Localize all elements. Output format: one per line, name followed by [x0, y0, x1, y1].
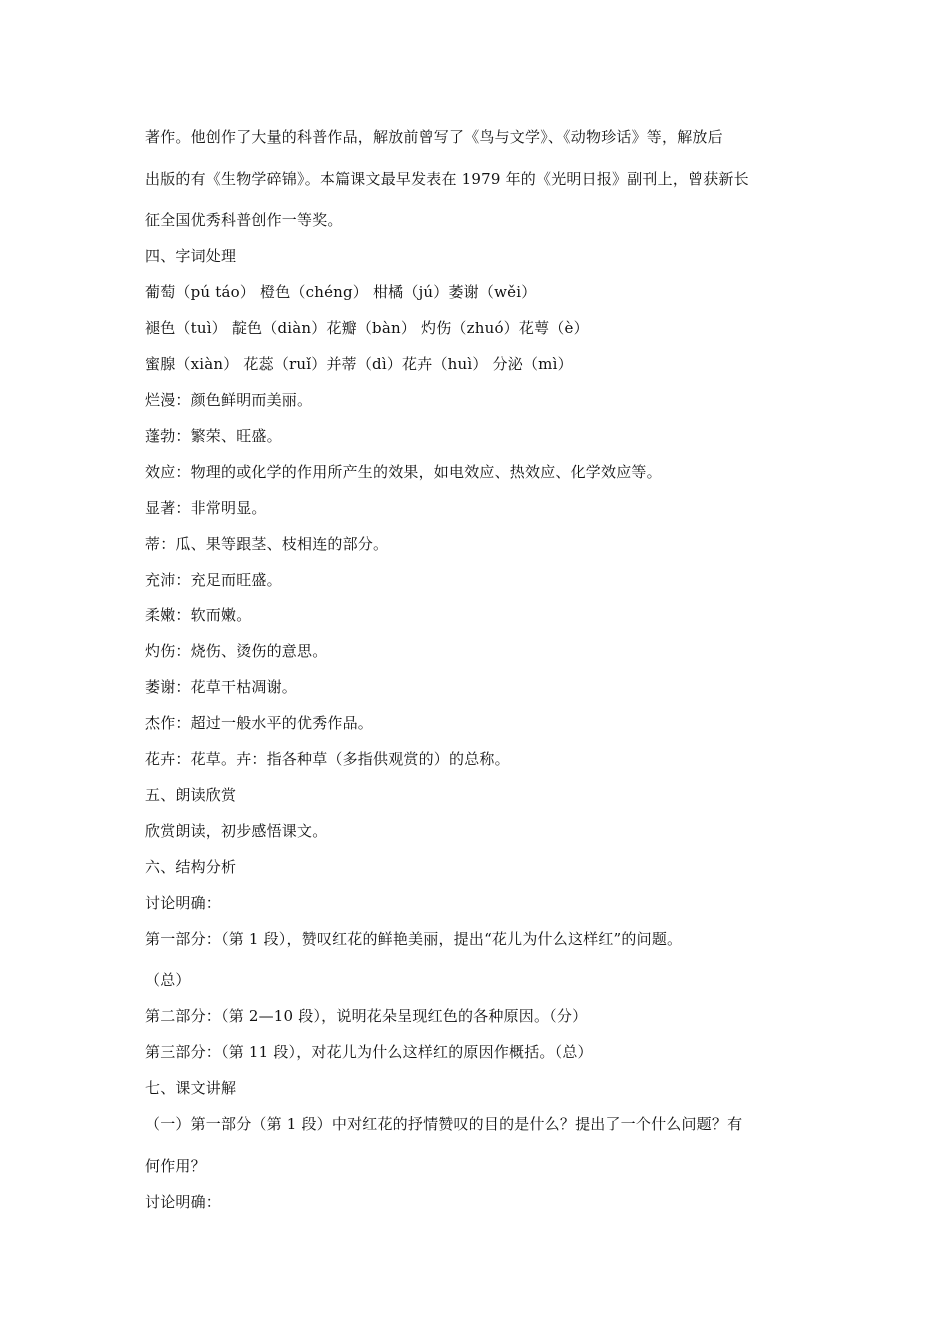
definition-rounen: 柔嫩：软而嫩。 [145, 606, 252, 624]
definition-huahui: 花卉：花草。卉：指各种草（多指供观赏的）的总称。 [145, 750, 510, 768]
definition-pengbo: 蓬勃：繁荣、旺盛。 [145, 427, 282, 445]
definition-xiaoying: 效应：物理的或化学的作用所产生的效果，如电效应、热效应、化学效应等。 [145, 463, 662, 481]
reading-text: 欣赏朗读，初步感悟课文。 [145, 822, 328, 840]
structure-part-2: 第二部分：（第 2—10 段），说明花朵呈现红色的各种原因。（分） [145, 1007, 588, 1025]
structure-part-1: 第一部分：（第 1 段），赞叹红花的鲜艳美丽，提出“花儿为什么这样红”的问题。 [145, 930, 683, 948]
definition-chongpei: 充沛：充足而旺盛。 [145, 571, 282, 589]
definition-zhuoshang: 灼伤：烧伤、烫伤的意思。 [145, 642, 328, 660]
pinyin-line-1: 葡萄（pú táo） 橙色（chéng） 柑橘（jú）萎谢（wěi） [145, 283, 537, 301]
structure-part-3: 第三部分：（第 11 段），对花儿为什么这样红的原因作概括。（总） [145, 1043, 593, 1061]
definition-weixie: 萎谢：花草干枯凋谢。 [145, 678, 298, 696]
section-heading-structure: 六、结构分析 [145, 858, 237, 876]
intro-line-1: 著作。他创作了大量的科普作品，解放前曾写了《鸟与文学》、《动物珍话》等，解放后 [145, 128, 723, 146]
definition-lanman: 烂漫：颜色鲜明而美丽。 [145, 391, 313, 409]
intro-line-3: 征全国优秀科普创作一等奖。 [145, 211, 343, 229]
pinyin-line-2: 褪色（tuì） 靛色（diàn）花瓣（bàn） 灼伤（zhuó）花萼（è） [145, 319, 589, 337]
intro-line-2: 出版的有《生物学碎锦》。本篇课文最早发表在 1979 年的《光明日报》副刊上，曾获新长 [145, 170, 749, 188]
section-heading-explanation: 七、课文讲解 [145, 1079, 237, 1097]
definition-di: 蒂：瓜、果等跟茎、枝相连的部分。 [145, 535, 389, 553]
structure-part-1-note: （总） [145, 971, 191, 989]
section-heading-reading: 五、朗读欣赏 [145, 786, 237, 804]
definition-jiezuo: 杰作：超过一般水平的优秀作品。 [145, 714, 374, 732]
pinyin-line-3: 蜜腺（xiàn） 花蕊（ruǐ）并蒂（dì）花卉（huì） 分泌（mì） [145, 355, 573, 373]
definition-xianzhu: 显著：非常明显。 [145, 499, 267, 517]
discussion-label-2: 讨论明确： [145, 1193, 222, 1211]
question-line-1: （一）第一部分（第 1 段）中对红花的抒情赞叹的目的是什么？提出了一个什么问题？有 [145, 1115, 743, 1133]
discussion-label-1: 讨论明确： [145, 894, 222, 912]
question-line-2: 何作用？ [145, 1157, 206, 1175]
section-heading-vocabulary: 四、字词处理 [145, 247, 237, 265]
